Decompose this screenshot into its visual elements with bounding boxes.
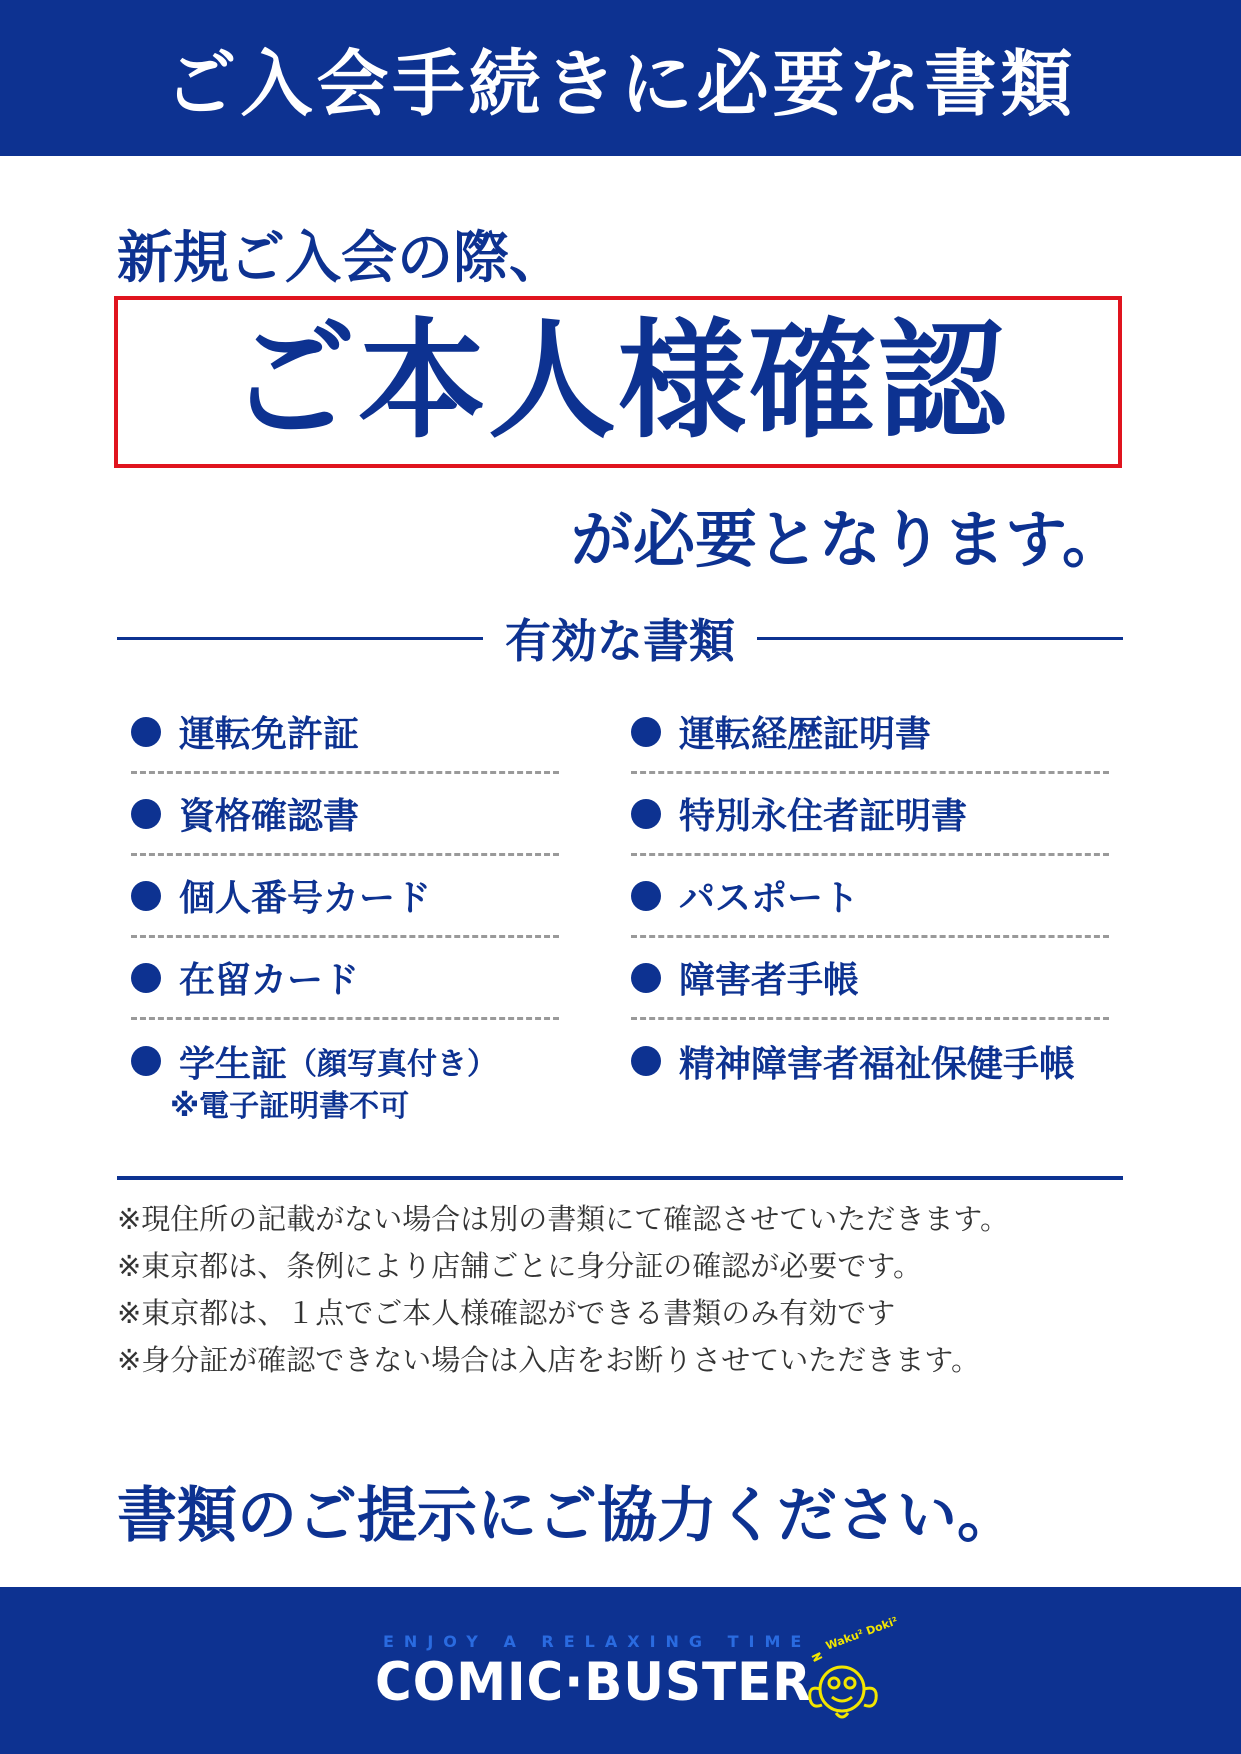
bullet-icon [631,717,661,747]
bullet-icon [131,717,161,747]
document-label: 運転経歴証明書 [679,714,932,755]
bullet-icon [631,881,661,911]
bullet-icon [631,799,661,829]
note-line: ※東京都は、条例により店舗ごとに身分証の確認が必要です。 [117,1249,922,1283]
note-line: ※現住所の記載がない場合は別の書類にて確認させていただきます。 [117,1202,1009,1236]
document-label: 特別永住者証明書 [679,796,968,837]
document-label: 運転免許証 [179,714,360,755]
header-banner [0,0,1241,156]
list-item [631,856,1109,938]
heading-line-right [757,637,1123,640]
brand-logo-text: COMIC·BUSTER [375,1651,812,1713]
student-id-note: ※電子証明書不可 [170,1089,410,1124]
documents-right-column [631,692,1109,1102]
document-label: パスポート [679,878,860,919]
required-text: が必要となります。 [570,503,1124,576]
footer-banner [0,1587,1241,1754]
documents-left-column [131,692,559,1102]
document-label: 資格確認書 [179,796,360,837]
document-label: 障害者手帳 [679,960,860,1001]
closing-message: 書類のご提示にご協力ください。 [117,1481,1017,1551]
list-item [131,938,559,1020]
bullet-icon [131,963,161,993]
identity-check-text: ご本人様確認 [227,307,1008,456]
list-item [631,692,1109,774]
list-item [131,856,559,938]
bullet-icon [131,799,161,829]
footer-tagline: ENJOY A RELAXING TIME [383,1632,812,1651]
identity-check-box [114,296,1122,468]
document-label: 学生証 [179,1043,288,1085]
document-label: 在留カード [179,960,360,1001]
page-title: ご入会手続きに必要な書類 [164,42,1077,126]
notes-block [117,1196,1127,1384]
notes-divider [117,1176,1123,1180]
bullet-icon [631,963,661,993]
list-item [631,938,1109,1020]
heading-line-left [117,637,483,640]
list-item [631,774,1109,856]
waku-doki-mascot-icon [806,1614,900,1727]
document-label-qualifier: （顔写真付き） [287,1047,498,1082]
list-item [131,774,559,856]
valid-documents-heading: 有効な書類 [505,614,735,668]
note-line: ※身分証が確認できない場合は入店をお断りさせていただきます。 [117,1343,980,1377]
valid-documents-heading-row [117,608,1123,668]
document-label: 精神障害者福祉保健手帳 [679,1043,1076,1085]
list-item [131,692,559,774]
note-line: ※東京都は、１点でご本人様確認ができる書類のみ有効です [117,1296,896,1330]
document-label: 個人番号カード [179,878,432,919]
list-item [631,1020,1109,1102]
mascot-caption: Waku² Doki² [824,1614,900,1653]
bullet-icon [131,881,161,911]
bullet-icon [631,1046,661,1076]
intro-text: 新規ご入会の際、 [117,226,565,291]
bullet-icon [131,1046,161,1076]
